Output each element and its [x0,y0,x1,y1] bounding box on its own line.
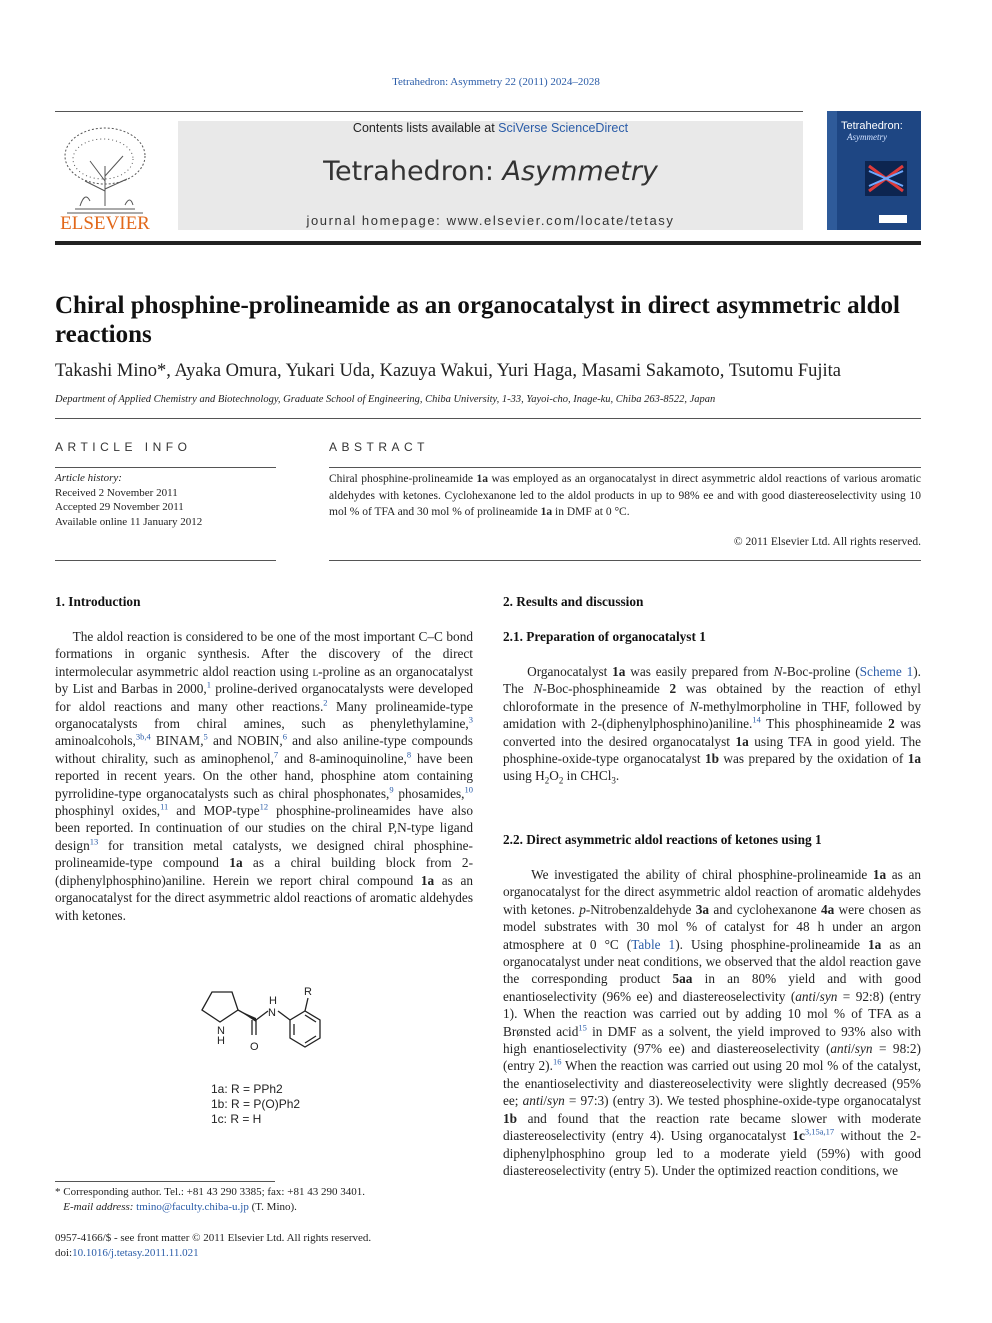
journal-title-plain: Tetrahedron: [323,156,503,187]
label-1c: 1c: R = H [211,1112,262,1126]
prolineamide-structure [190,982,340,1062]
abstract-rule-bottom [329,560,921,561]
cover-subtitle: Asymmetry [847,132,887,142]
results-heading: 2. Results and discussion [503,594,644,609]
abstract-copyright: © 2011 Elsevier Ltd. All rights reserved. [733,536,921,548]
info-rule-top [55,467,276,468]
elsevier-logo [55,121,155,231]
atom-h-amide: H [269,995,277,1007]
subsection-1-heading: 2.1. Preparation of organocatalyst 1 [503,629,706,644]
subsection-1-text: Organocatalyst 1a was easily prepared from N-Boc-proline (Scheme 1). The N-Boc-phosphineamide 2 was obtained by the reaction of ethyl chloroformate in the presence of N-methylmorpholine in THF, followed by amidation with 2-(diphenylphosphino)aniline.$^{14}$ This phosphineamide 2 was converted into the desired organocatalyst 1a using TFA in good yield. The phosphine-oxide-type organocatalyst 1b was prepared by the oxidation of 1a using $H_2O_2$ in CHCl$_3$. [503,664,922,787]
journal-homepage[interactable]: journal homepage: www.elsevier.com/locate/tetasy [306,213,675,228]
atom-r: R [304,986,312,998]
atom-n-amide: N [268,1007,276,1019]
subsection-2-heading: 2.2. Direct asymmetric aldol reactions of ketones using 1 [503,832,822,847]
abstract-rule-top [329,467,921,468]
atom-o: O [250,1041,259,1053]
article-history [55,471,202,529]
corresponding-author: * Corresponding author. Tel.: +81 43 290 3385; fax: +81 43 290 3401. [55,1186,365,1198]
atom-h-ring: H [217,1035,225,1047]
compound-labels [211,1082,300,1127]
email-suffix: (T. Mino). [248,1201,297,1213]
issn-line: 0957-4166/$ - see front matter © 2011 Elsevier Ltd. All rights reserved. [55,1232,372,1244]
affiliation: Department of Applied Chemistry and Biotechnology, Graduate School of Engineering, Chiba University, 1-33, Yayoi-cho, Inage-ku, Chiba 263-8522, Japan [55,394,716,405]
sciencedirect-link[interactable]: SciVerse ScienceDirect [498,121,629,135]
accepted-date: Accepted 29 November 2011 [55,501,184,513]
label-1b: 1b: R = P(O)Ph2 [211,1097,301,1111]
header-thick-rule [55,241,921,245]
email-label: E-mail address: [63,1201,137,1213]
contents-prefix: Contents lists available at [352,121,499,135]
label-1a: 1a: R = PPh2 [211,1082,283,1096]
front-matter [55,1231,371,1260]
abstract-text: Chiral phosphine-prolineamide 1a was employed as an organocatalyst in direct asymmetric aldol reactions of various aromatic aldehydes with ketones. Cyclohexanone led to the aldol products in up to 98% ee and with good diastereoselectivity using 10 mol % of TFA and 30 mol % of prolineamide 1a in DMF at 0 °C. [329,473,921,518]
doi-link[interactable]: 10.1016/j.tetasy.2011.11.021 [72,1246,199,1259]
journal-citation[interactable]: Tetrahedron: Asymmetry 22 (2011) 2024–2028 [392,76,600,88]
publisher-name: ELSEVIER [60,213,150,231]
cover-title: Tetrahedron: [841,120,903,132]
affiliation-rule [55,418,921,419]
author-list: Takashi Mino*, Ayaka Omura, Yukari Uda, Kazuya Wakui, Yuri Haga, Masami Sakamoto, Tsutomu Fujita [55,361,841,381]
subsection-2-text: We investigated the ability of chiral phosphine-prolineamide 1a as an organocatalyst for the direct asymmetric aldol reaction of aromatic aldehydes with ketones. p-Nitrobenzaldehyde 3a and cyclohexanone 4a were chosen as model substrates with 30 mol % of catalyst for 48 h under an argon atmosphere at 0 °C (Table 1). Using phosphine-prolineamide 1a as an organocatalyst under neat conditions, we observed that the aldol reaction gave the corresponding product 5aa in an 80% yield and with good enantioselectivity (96% ee) and diastereoselectivity (anti/syn = 92:8) (entry 1). When the reaction was carried out by adding 10 mol % of TFA as a Brønsted acid$^{15}$ in DMF as a solvent, the yield improved to 93% also with high enantioselectivity (97% ee) and diastereoselectivity (anti/syn = 98:2) (entry 2).$^{16}$ When the reaction was carried out using 20 mol % of the catalyst, the enantioselectivity and diastereoselectivity were slightly decreased (95% ee; anti/syn = 97:3) (entry 3). We tested phosphine-oxide-type organocatalyst 1b and found that the reaction rate became slower with moderate diastereoselectivity (entry 4). Using organocatalyst $1c^{3,15a,17}$ without the 2-diphenylphosphino group led to a moderate yield (59%) with good diastereoselectivity (entry 5). Under the optimized reaction conditions, we [503,867,921,1178]
info-rule-bottom [55,560,276,561]
article-info-heading: ARTICLE INFO [55,440,192,454]
journal-title-italic: Asymmetry [502,156,658,187]
article-title: Chiral phosphine-prolineamide as an organocatalyst in direct asymmetric aldol reactions [55,292,900,348]
history-label: Article history: [55,472,122,484]
footnotes [55,1185,365,1215]
received-date: Received 2 November 2011 [55,486,178,499]
intro-heading: 1. Introduction [55,594,141,609]
journal-title [178,156,803,187]
journal-cover [827,111,921,230]
doi-prefix: doi: [55,1246,73,1259]
footnote-rule [55,1181,275,1182]
header-rule [55,111,803,112]
intro-text: The aldol reaction is considered to be one of the most important C–C bond formations in organic synthesis. After the discovery of the direct intermolecular asymmetric aldol reaction using l-proline as an organocatalyst by List and Barbas in 2000,$^1$ proline-derived organocatalysts were developed for aldol reactions and many other reactions.$^2$ Many prolineamide-type organocatalysts from chiral amines, such as phenylethylamine,$^3$ aminoalcohols,$^{3b,4}$ BINAM,$^5$ and NOBIN,$^6$ and also aniline-type compounds without chirality, such as aminophenol,$^7$ and 8-aminoquinoline,$^8$ have been reported in recent years. On the other hand, phosphine atom containing pyrrolidine-type organocatalysts such as chiral phosphonates,$^9$ phosamides,$^{10}$ phosphinyl oxides,$^{11}$ and MOP-type$^{12}$ phosphine-prolineamides have also been reported. In continuation of our studies on the chiral P,N-type ligand design$^{13}$ for transition metal catalysts, we designed chiral phosphine-prolineamide-type compound 1a as a chiral building block from 2-(diphenylphosphino)aniline. Herein we report chiral compound 1a as an organocatalyst for the direct asymmetric aldol reactions of aromatic aldehydes with ketones. [55,629,473,923]
atom-n-ring: N [217,1025,225,1037]
contents-line [178,121,803,135]
online-date: Available online 11 January 2012 [55,515,203,528]
abstract-heading: ABSTRACT [329,440,430,454]
email-link[interactable]: tmino@faculty.chiba-u.jp [136,1201,249,1213]
